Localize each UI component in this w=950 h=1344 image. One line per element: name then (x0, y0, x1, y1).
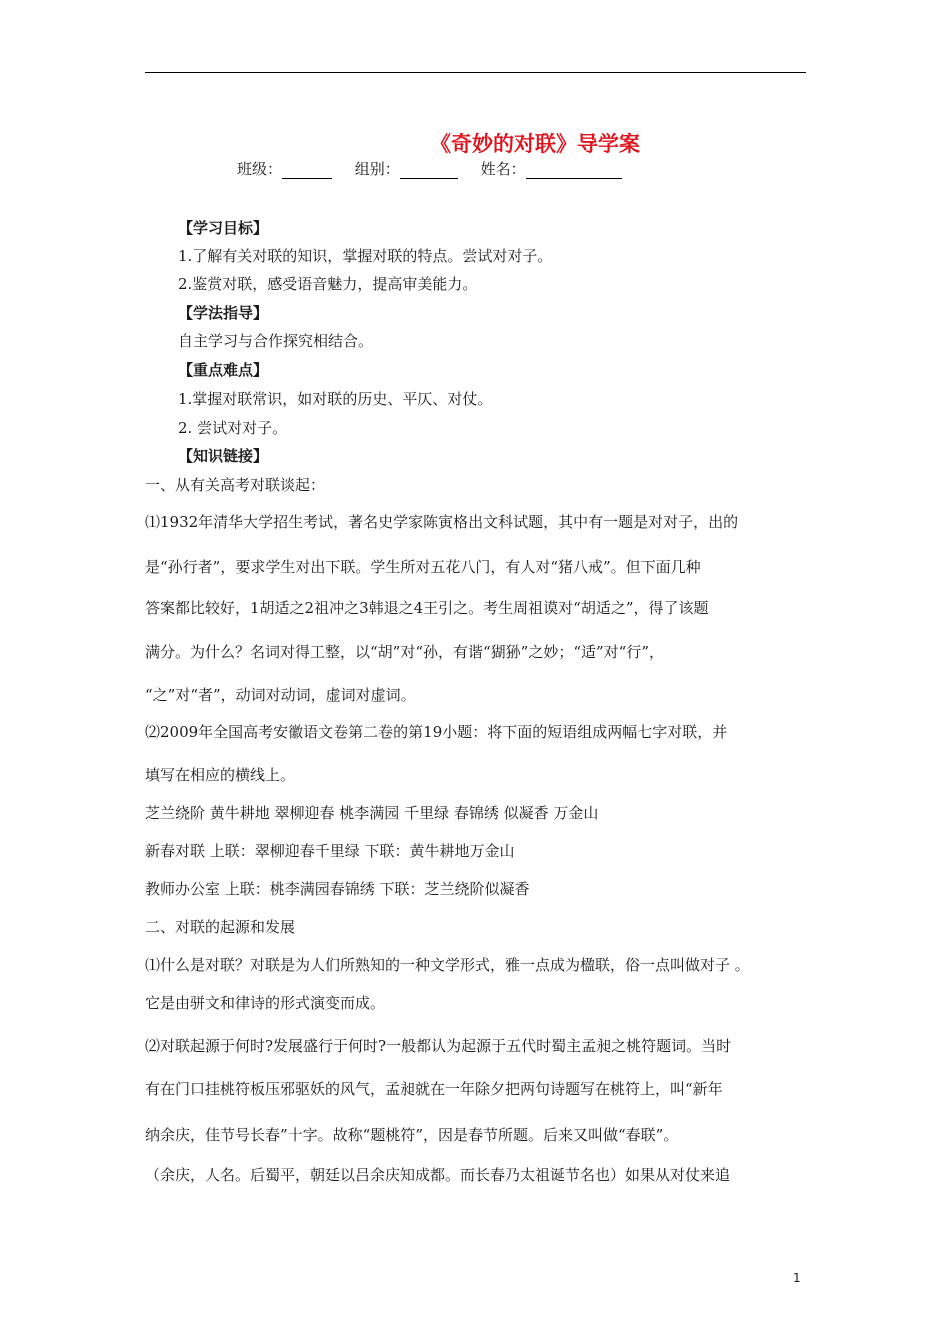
body-line: 一、从有关高考对联谈起： (145, 476, 326, 494)
name-blank[interactable] (526, 162, 622, 179)
body-line: 新春对联 上联：翠柳迎春千里绿 下联：黄牛耕地万金山 (145, 842, 515, 860)
body-line: 纳余庆，佳节号长春”十字。故称“题桃符”，因是春节所题。后来又叫做“春联”。 (145, 1126, 679, 1144)
body-line: 填写在相应的横线上。 (145, 766, 296, 784)
body-line: 它是由骈文和律诗的形式演变而成。 (145, 994, 386, 1012)
group-label: 组别： (354, 160, 400, 178)
page-number: 1 (793, 1271, 801, 1285)
body-line: （余庆，人名。后蜀平，朝廷以吕余庆知成都。而长春乃太祖诞节名也）如果从对仗来追 (145, 1166, 731, 1184)
body-line: 2. 尝试对对子。 (178, 419, 288, 437)
document-title: 《奇妙的对联》导学案 (430, 132, 640, 156)
body-line: 1.掌握对联常识，如对联的历史、平仄、对仗。 (178, 390, 493, 408)
body-line: 芝兰绕阶 黄牛耕地 翠柳迎春 桃李满园 千里绿 春锦绣 似凝香 万金山 (145, 804, 599, 822)
body-line: “之”对“者”，动词对动词，虚词对虚词。 (145, 686, 416, 704)
body-line: ⑴1932年清华大学招生考试，著名史学家陈寅格出文科试题，其中有一题是对对子，出的 (145, 513, 739, 531)
section-heading-goals: 【学习目标】 (178, 219, 269, 237)
body-line: 答案都比较好，1胡适之2祖冲之3韩退之4王引之。考生周祖谟对“胡适之”，得了该题 (145, 599, 709, 617)
body-line: ⑵2009年全国高考安徽语文卷第二卷的第19小题：将下面的短语组成两幅七字对联，并 (145, 723, 728, 741)
body-line: 是“孙行者”，要求学生对出下联。学生所对五花八门，有人对“猪八戒”。但下面几种 (145, 558, 701, 576)
body-line: 满分。为什么？名词对得工整，以“胡”对“孙，有谐“猢狲”之妙；“适”对“行”， (145, 643, 665, 661)
group-blank[interactable] (400, 162, 458, 179)
body-line: 教师办公室 上联：桃李满园春锦绣 下联：芝兰绕阶似凝香 (145, 880, 530, 898)
name-label: 姓名： (480, 160, 526, 178)
body-line: 2.鉴赏对联，感受语音魅力，提高审美能力。 (178, 275, 478, 293)
student-info-fields (237, 158, 640, 179)
body-line: ⑵对联起源于何时?发展盛行于何时?一般都认为起源于五代时蜀主孟昶之桃符题词。当时 (145, 1037, 732, 1055)
section-heading-method: 【学法指导】 (178, 304, 269, 322)
class-label: 班级： (237, 160, 283, 178)
class-blank[interactable] (282, 162, 332, 179)
body-line: 二、对联的起源和发展 (145, 918, 296, 936)
body-line: 自主学习与合作探究相结合。 (178, 332, 374, 350)
section-heading-knowledge: 【知识链接】 (178, 447, 269, 465)
body-line: ⑴什么是对联？对联是为人们所熟知的一种文学形式，雅一点成为楹联，俗一点叫做对子 。 (145, 956, 750, 974)
body-line: 有在门口挂桃符板压邪驱妖的风气，孟昶就在一年除夕把两句诗题写在桃符上，叫“新年 (145, 1080, 723, 1098)
body-line: 1.了解有关对联的知识，掌握对联的特点。尝试对对子。 (178, 247, 553, 265)
header-rule (145, 72, 806, 73)
section-heading-key-points: 【重点难点】 (178, 361, 269, 379)
